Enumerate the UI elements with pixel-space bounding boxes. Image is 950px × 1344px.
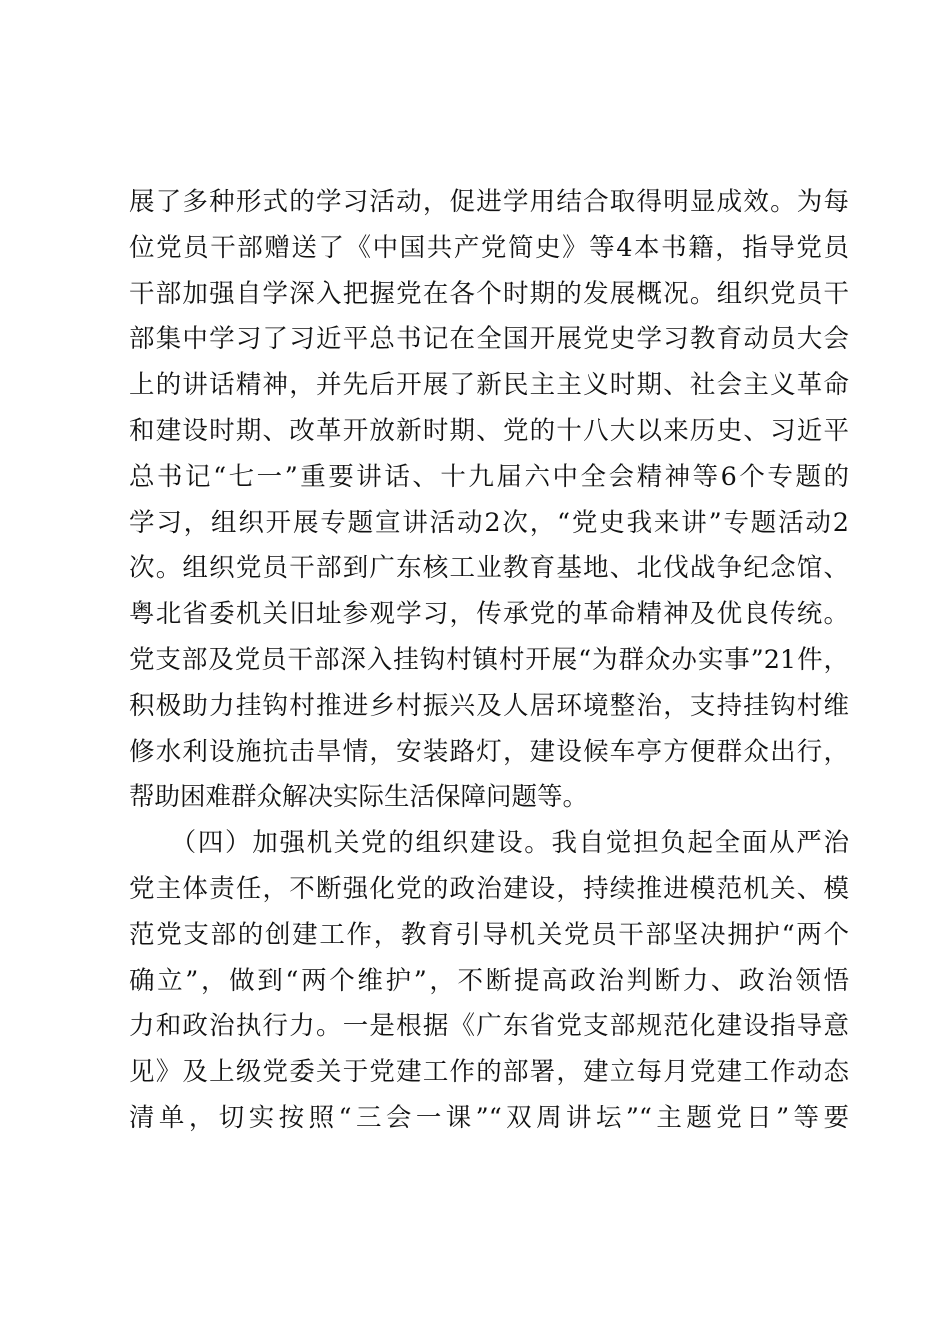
body-text <box>129 180 849 1142</box>
text-line: 力和政治执行力。一是根据《广东省党支部规范化建设指导意 <box>129 1011 849 1042</box>
text-line: 范党支部的创建工作，教育引导机关党员干部坚决拥护“两个 <box>129 919 849 950</box>
text-line: 积极助力挂钩村推进乡村振兴及人居环境整治，支持挂钩村维 <box>129 690 849 721</box>
text-line: 和建设时期、改革开放新时期、党的十八大以来历史、习近平 <box>129 415 849 446</box>
text-line: 位党员干部赠送了《中国共产党简史》等4本书籍，指导党员 <box>129 232 849 263</box>
text-line: 党主体责任，不断强化党的政治建设，持续推进模范机关、模 <box>129 873 849 904</box>
text-line: 粤北省委机关旧址参观学习，传承党的革命精神及优良传统。 <box>129 599 849 630</box>
text-line: 清单，切实按照“三会一课”“双周讲坛”“主题党日”等要 <box>129 1102 849 1133</box>
paragraph-end-line: 帮助困难群众解决实际生活保障问题等。 <box>129 782 589 813</box>
text-line: 上的讲话精神，并先后开展了新民主主义时期、社会主义革命 <box>129 370 849 401</box>
text-line: 党支部及党员干部深入挂钩村镇村开展“为群众办实事”21件， <box>129 644 849 675</box>
text-line: 学习，组织开展专题宣讲活动2次，“党史我来讲”专题活动2 <box>129 507 849 538</box>
text-line: 修水利设施抗击旱情，安装路灯，建设候车亭方便群众出行， <box>129 736 849 767</box>
text-line: 总书记“七一”重要讲话、十九届六中全会精神等6个专题的 <box>129 461 849 492</box>
text-line: 见》及上级党委关于党建工作的部署，建立每月党建工作动态 <box>129 1057 849 1088</box>
text-line: 次。组织党员干部到广东核工业教育基地、北伐战争纪念馆、 <box>129 553 849 584</box>
text-line: 部集中学习了习近平总书记在全国开展党史学习教育动员大会 <box>129 324 849 355</box>
text-line: 确立”，做到“两个维护”，不断提高政治判断力、政治领悟 <box>129 965 849 996</box>
text-line: 干部加强自学深入把握党在各个时期的发展概况。组织党员干 <box>129 278 849 309</box>
section-heading-line: （四）加强机关党的组织建设。我自觉担负起全面从严治 <box>129 828 849 859</box>
text-line: 展了多种形式的学习活动，促进学用结合取得明显成效。为每 <box>129 187 849 217</box>
